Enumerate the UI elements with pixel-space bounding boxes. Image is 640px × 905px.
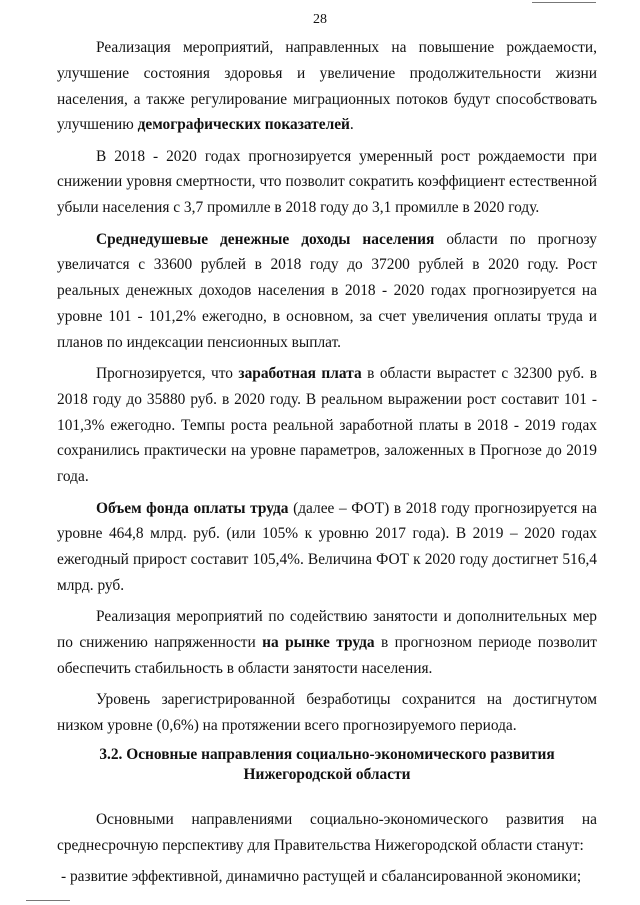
section-heading xyxy=(57,745,597,785)
document-body xyxy=(57,35,597,895)
paragraph-emphasis: Среднедушевые денежные доходы населения xyxy=(96,230,435,248)
paragraph-text: (далее – ФОТ) в 2018 году прогнозируется на уровне 464,8 млрд. руб. (или 105% к уровню 2017 года). В 2019 – 2020 годах ежегодный прирост составит 105,4%. Величина ФОТ к 2020 году достигнет 516,4 млрд. руб. xyxy=(57,499,597,594)
section-heading-line1: 3.2. Основные направления социально-экономического развития xyxy=(99,745,555,763)
paragraph-intro: Основными направлениями социально-экономического развития на среднесрочную перспективу для Правительства Нижегородской области станут: xyxy=(57,810,597,854)
paragraph-text: Реализация мероприятий по содействию занятости и дополнительных мер по снижению напряженности xyxy=(57,608,597,652)
paragraph-text: в области вырастет с 32300 руб. в 2018 году до 35880 руб. в 2020 году. В реальном выражении рост составит 101 - 101,3% ежегодно. Темпы роста реальной заработной платы в 2018 - 2019 годах сохранились практически на уровне параметров, заложенных в Прогнозе до 2019 года. xyxy=(57,365,597,486)
top-edge-rule xyxy=(532,2,596,3)
paragraph-labor-market xyxy=(57,604,597,681)
list-item: - развитие эффективной, динамично растущей и сбалансированной экономики; xyxy=(61,867,582,885)
paragraph-income xyxy=(57,227,597,356)
paragraph-payroll-fund xyxy=(57,496,597,599)
paragraph-text: . xyxy=(349,116,354,134)
paragraph-text: области по прогнозу увеличатся с 33600 рублей в 2018 году до 37200 рублей в 2020 году. Рост реальных денежных доходов населения в 2018 - 2020 годах прогнозируется на уровне 101 - 101,2% ежегодно, в основном, за счет увеличения оплаты труда и планов по индексации пенсионных выплат. xyxy=(57,230,598,351)
paragraph-emphasis: на рынке труда xyxy=(262,634,375,652)
paragraph-text: в прогнозном периоде позволит обеспечить стабильность в области занятости населения. xyxy=(57,634,598,677)
paragraph-emphasis: демографических показателей xyxy=(137,116,350,134)
paragraph-wages xyxy=(57,361,597,490)
paragraph-birth-rate: В 2018 - 2020 годах прогнозируется умеренный рост рождаемости при снижении уровня смертности, что позволит сократить коэффициент естественной убыли населения с 3,7 промилле в 2018 году до 3,1 промилле в 2020 году. xyxy=(57,147,597,217)
bottom-edge-rule xyxy=(26,900,70,901)
paragraph-text: Реализация мероприятий, направленных на повышение рождаемости, улучшение состояния здоровья и увеличение продолжительности жизни населения, а также регулирование миграционных потоков будут способствовать улучшению xyxy=(57,39,597,134)
page-number: 28 xyxy=(313,12,327,27)
paragraph-unemployment: Уровень зарегистрированной безработицы сохранится на достигнутом низком уровне (0,6%) на протяжении всего прогнозируемого периода. xyxy=(57,691,597,734)
paragraph-demographics xyxy=(57,35,597,138)
section-heading-line2: Нижегородской области xyxy=(243,765,411,783)
paragraph-text: Прогнозируется, что xyxy=(96,365,239,383)
paragraph-emphasis: Объем фонда оплаты труда xyxy=(96,499,289,517)
paragraph-emphasis: заработная плата xyxy=(238,365,362,383)
